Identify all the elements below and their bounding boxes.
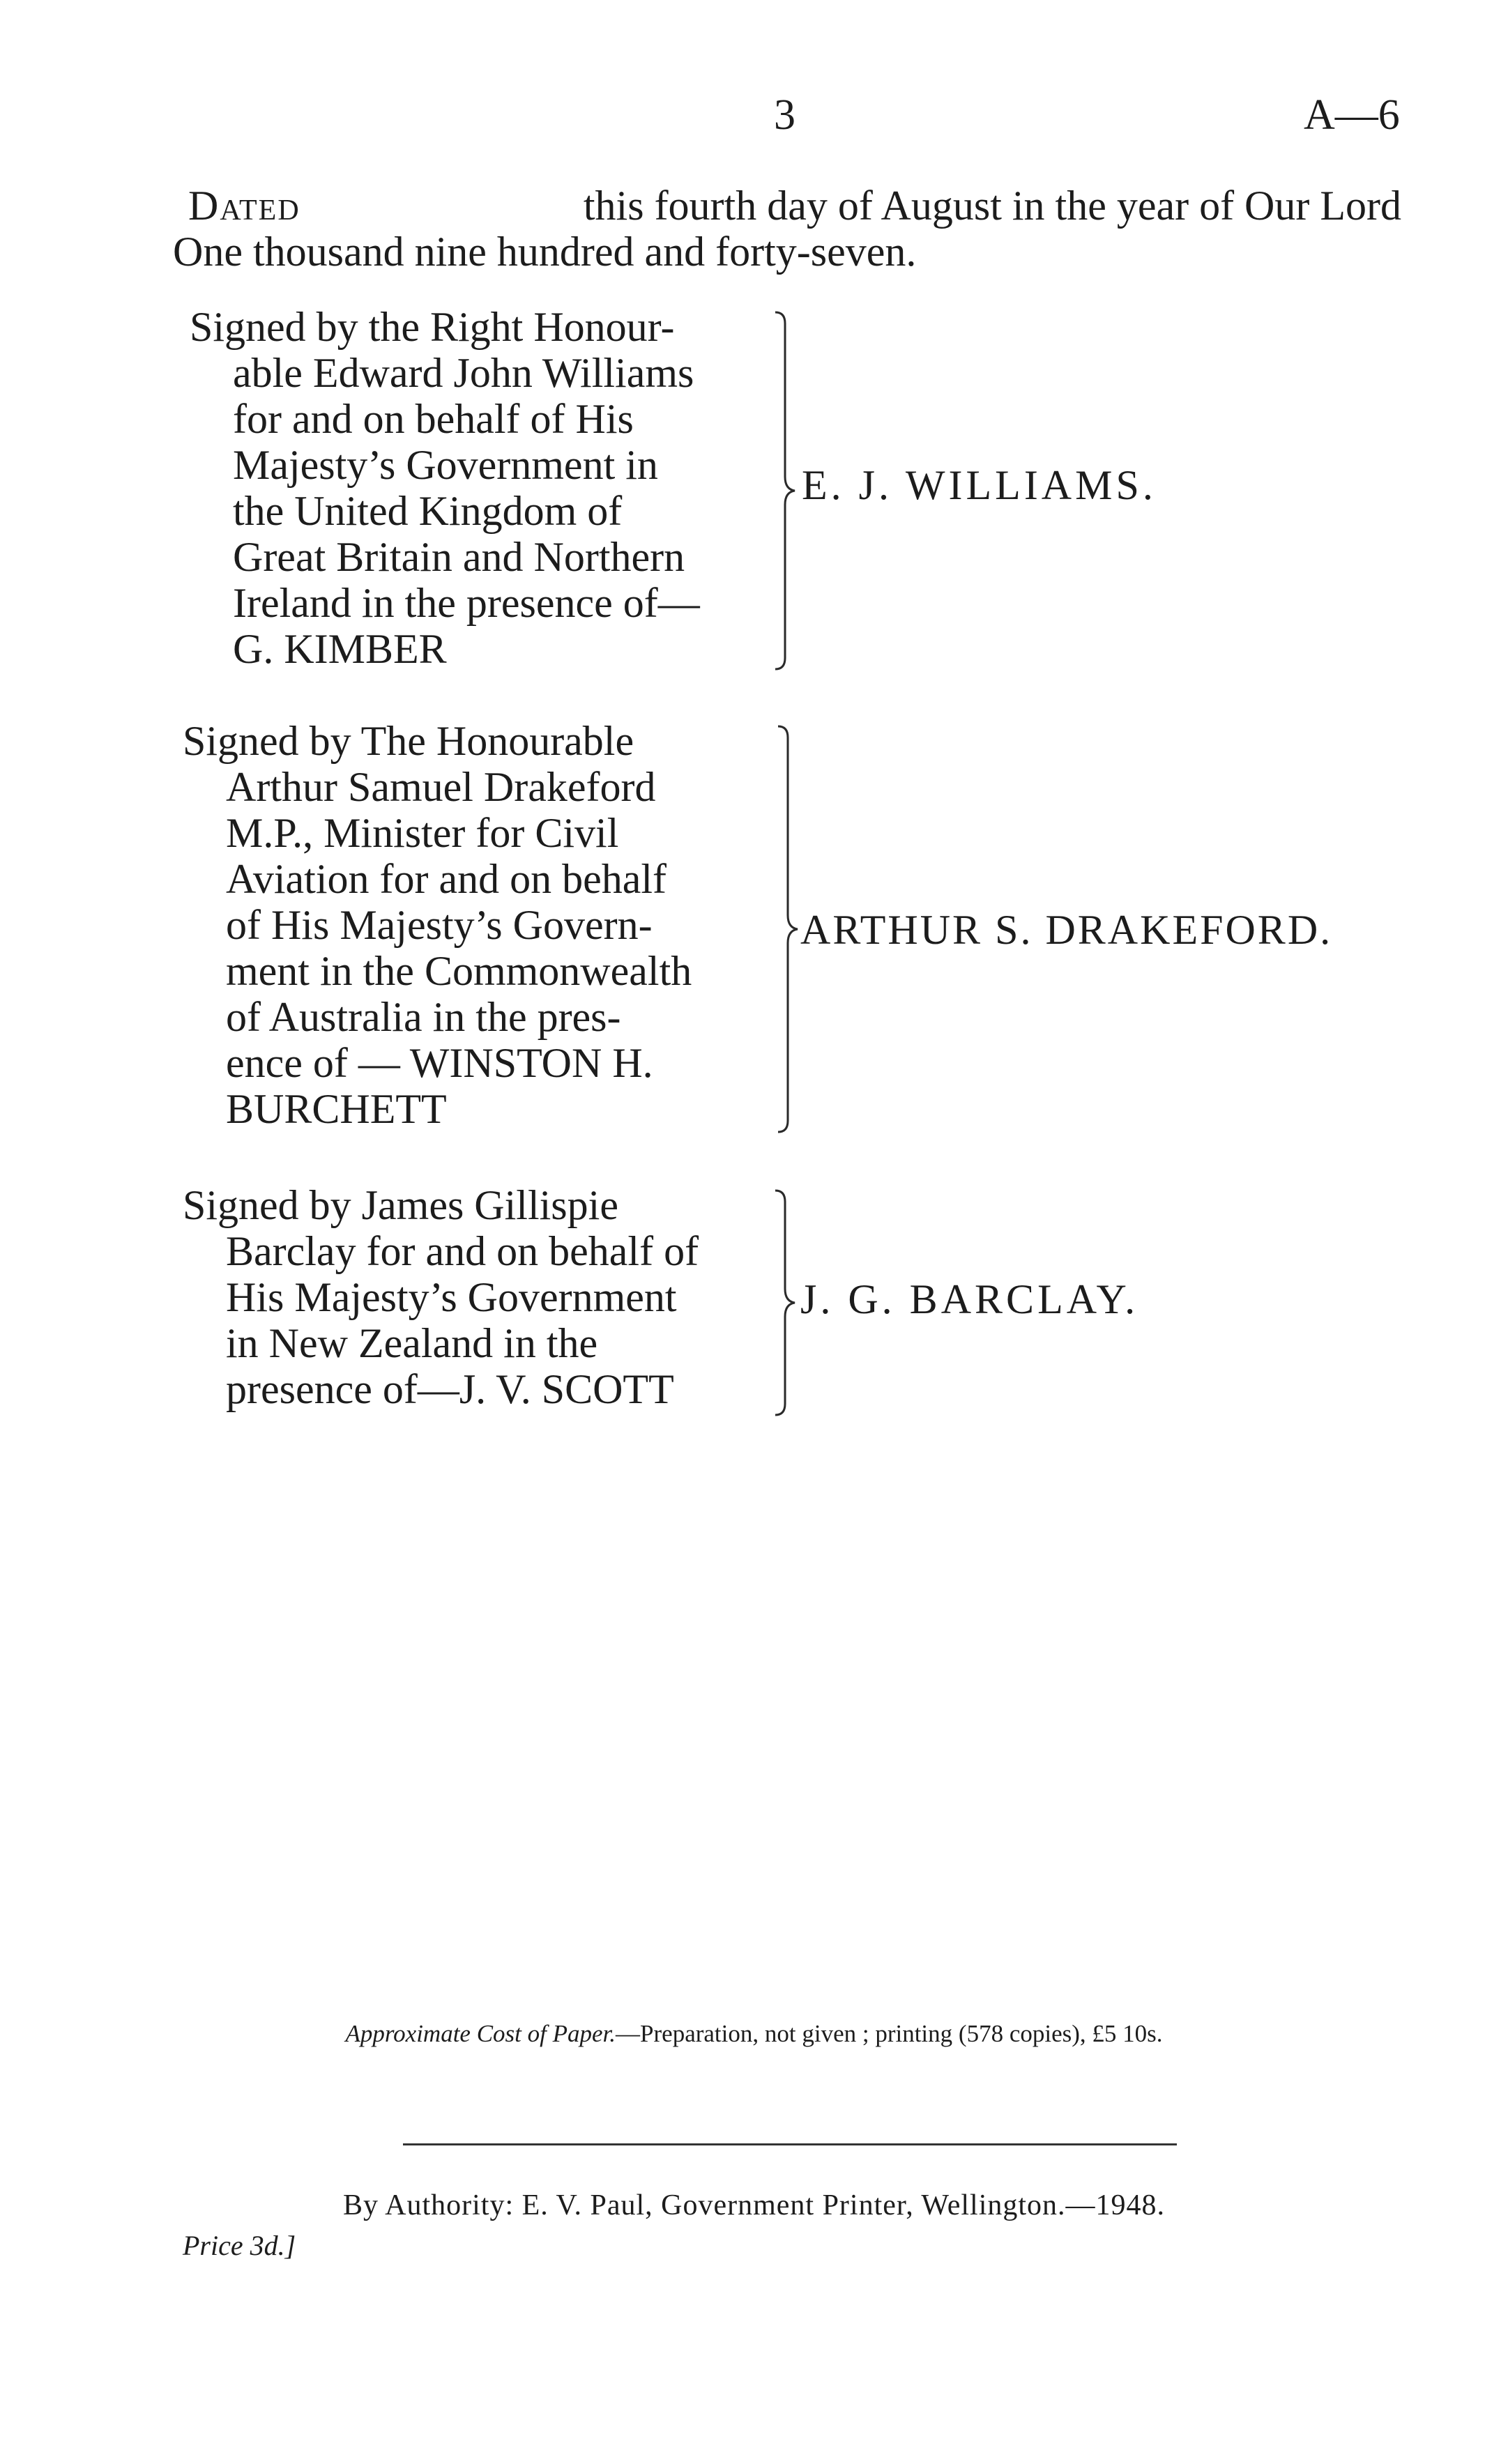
dated-lead-word: Dated (188, 183, 300, 229)
cost-label: Approximate Cost of Paper. (345, 2020, 616, 2047)
attestation-line: Great Britain and Northern (233, 534, 685, 580)
page-number: 3 (774, 91, 795, 139)
attestation-line: Aviation for and on behalf (226, 856, 667, 902)
attestation-line: Arthur Samuel Drakeford (226, 764, 656, 810)
dated-paragraph (173, 183, 1401, 275)
attestation-line: BURCHETT (226, 1086, 447, 1132)
attestation-line: of Australia in the pres- (226, 994, 621, 1040)
price-note: Price 3d.] (183, 2230, 296, 2261)
brace-icon (772, 309, 800, 672)
attestation-line: in New Zealand in the (226, 1320, 598, 1366)
cost-text: —Preparation, not given ; printing (578 copies), £5 10s. (616, 2020, 1163, 2047)
attestation-line: presence of—J. V. SCOTT (226, 1366, 674, 1412)
signatory-name: ARTHUR S. DRAKEFORD. (800, 907, 1333, 953)
attestation-line: ence of — WINSTON H. (226, 1040, 653, 1086)
attestation-line: ment in the Commonwealth (226, 948, 692, 994)
attestation-line: Signed by The Honourable (183, 718, 634, 764)
attestation-line: Barclay for and on behalf of (226, 1228, 699, 1274)
attestation-line: for and on behalf of His (233, 396, 634, 442)
attestation-line: of His Majesty’s Govern- (226, 902, 653, 948)
printer-authority: By Authority: E. V. Paul, Government Printer, Wellington.—1948. (342, 2189, 1166, 2221)
signature-block-barclay (183, 1182, 768, 1412)
signature-block-williams (190, 304, 772, 672)
dated-line-1 (188, 183, 1401, 229)
signature-block-drakeford (183, 718, 768, 1132)
approximate-cost-note (0, 2020, 1508, 2048)
attestation-line: the United Kingdom of (233, 488, 623, 534)
attestation-line: M.P., Minister for Civil (226, 810, 619, 856)
dated-line-1-text: this fourth day of August in the year of Our Lord (583, 183, 1401, 229)
footer-divider (403, 2143, 1177, 2145)
signatory-name: E. J. WILLIAMS. (802, 462, 1157, 508)
attestation-line: Signed by James Gillispie (183, 1182, 618, 1228)
attestation-line: His Majesty’s Government (226, 1274, 677, 1320)
attestation-line: able Edward John Williams (233, 350, 694, 396)
brace-icon (772, 1188, 800, 1418)
attestation-line: Signed by the Right Honour- (190, 304, 675, 350)
brace-icon (775, 724, 803, 1135)
dated-line-2: One thousand nine hundred and forty-seven. (173, 229, 917, 275)
attestation-line: Majesty’s Government in (233, 442, 658, 488)
document-reference: A—6 (1304, 91, 1400, 139)
attestation-line: Ireland in the presence of— (233, 580, 700, 626)
attestation-line: G. KIMBER (233, 626, 447, 672)
signatory-name: J. G. BARCLAY. (800, 1276, 1139, 1322)
